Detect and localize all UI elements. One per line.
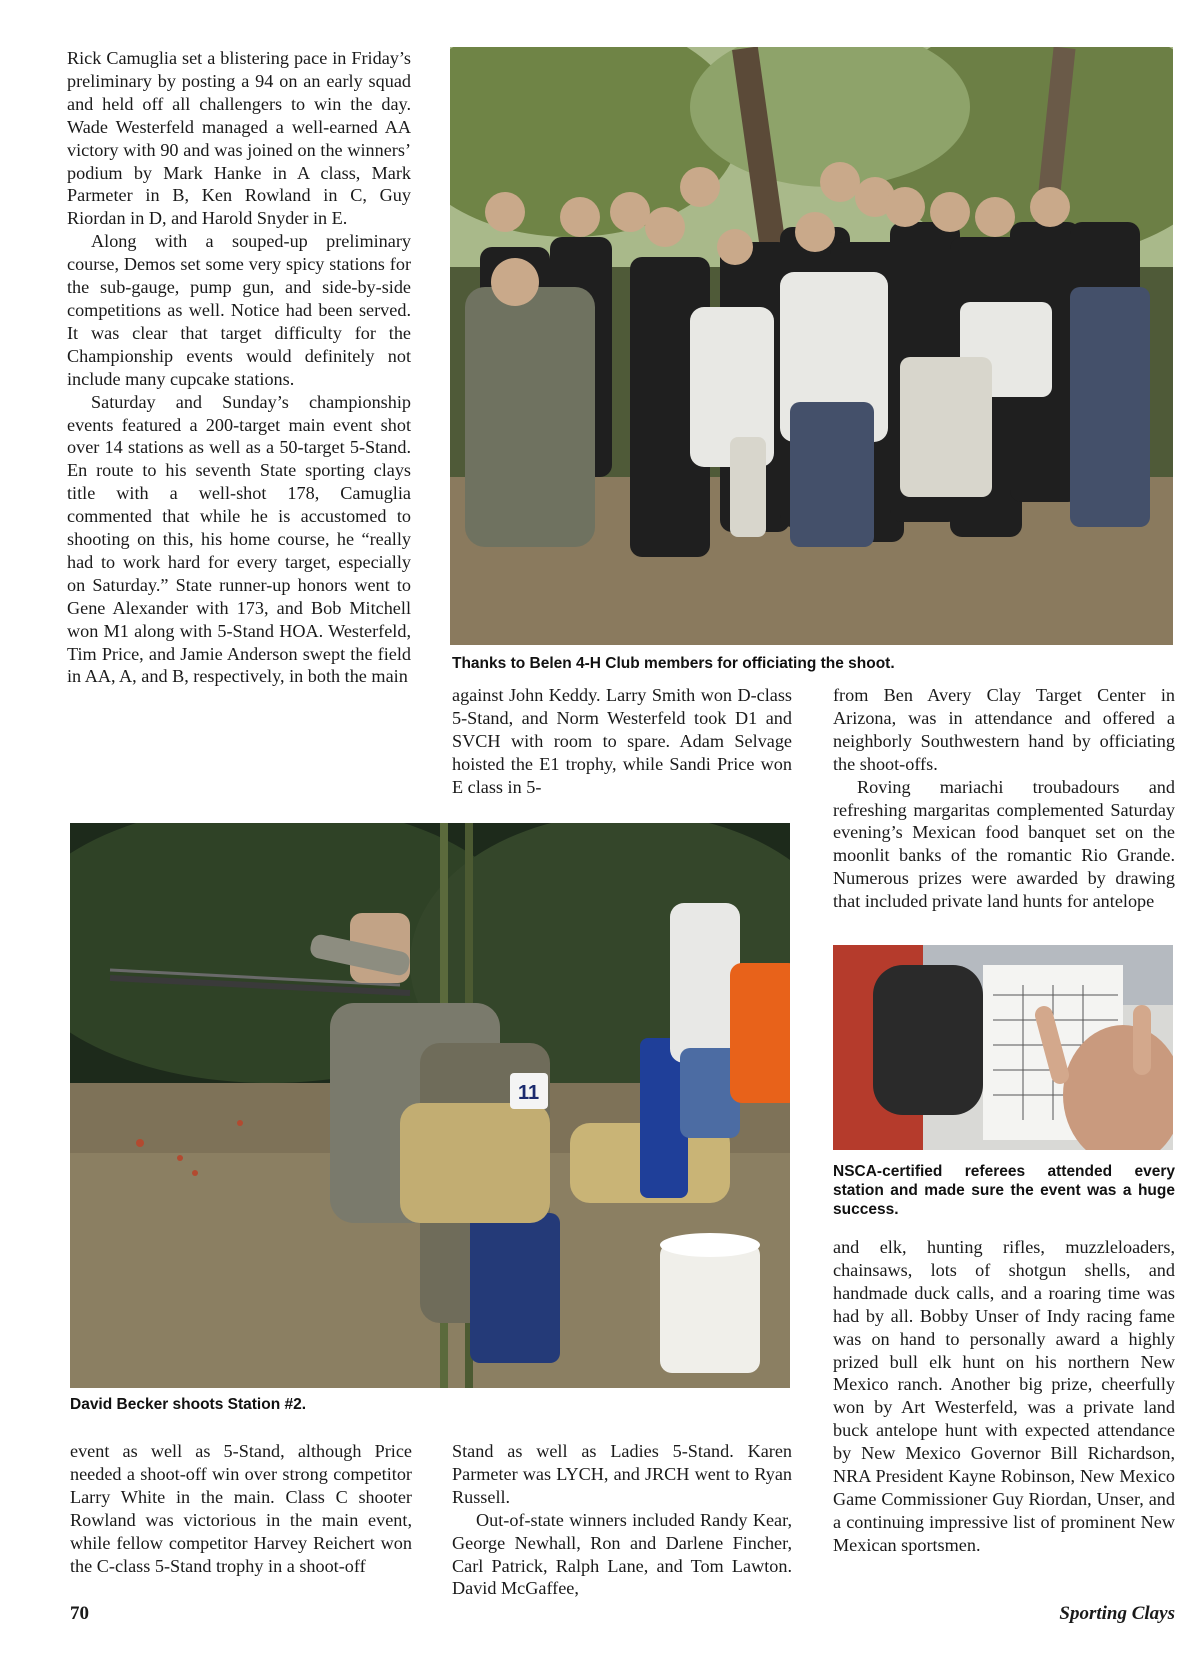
group-photo xyxy=(450,47,1173,645)
article-column-2-top xyxy=(452,684,792,799)
article-column-2-bottom xyxy=(452,1440,792,1600)
article-column-1-bottom xyxy=(70,1440,412,1577)
referee-photo-caption: NSCA-certified referees attended every station and made sure the event was a huge success. xyxy=(833,1163,1175,1218)
article-column-3-top xyxy=(833,684,1175,913)
referee-photo xyxy=(833,945,1173,1150)
paragraph: from Ben Avery Clay Target Center in Arizona, was in attendance and offered a neighborly Southwestern hand by officiating the shoot-offs. xyxy=(833,685,1175,774)
paragraph: Rick Camuglia set a blistering pace in Friday’s preliminary by posting a 94 on an early squad and held off all challengers to win the day. Wade Westerfeld managed a well-earned AA victory with 90 and was joined on the winners’ podium by Mark Hanke in A class, Mark Parmeter in B, Ken Rowland in C, Guy Riordan in D, and Harold Snyder in E. xyxy=(67,48,411,229)
article-column-1-top xyxy=(67,47,411,688)
vest-number: 11 xyxy=(518,1082,540,1104)
paragraph: against John Keddy. Larry Smith won D-class 5-Stand, and Norm Westerfeld took D1 and SVCH with room to spare. Adam Selvage hoisted the E1 trophy, while Sandi Price won E class in 5- xyxy=(452,685,792,797)
page-number: 70 xyxy=(70,1603,89,1624)
group-photo-caption: Thanks to Belen 4-H Club members for officiating the shoot. xyxy=(452,655,895,672)
paragraph: Out-of-state winners included Randy Kear, George Newhall, Ron and Darlene Fincher, Carl Patrick, Ralph Lane, and Tom Lawton. David McGaffee, xyxy=(452,1509,792,1599)
paragraph: Stand as well as Ladies 5-Stand. Karen Parmeter was LYCH, and JRCH went to Ryan Russell. xyxy=(452,1441,792,1507)
paragraph: event as well as 5-Stand, although Price needed a shoot-off win over strong competitor Larry White in the main. Class C shooter Rowland was victorious in the main event, while fellow competitor Harvey Reichert won the C-class 5-Stand trophy in a shoot-off xyxy=(70,1441,412,1576)
paragraph: Saturday and Sunday’s championship events featured a 200-target main event shot over 14 stations as well as a 50-target 5-Stand. En route to his seventh State sporting clays title with a well-shot 178, Camuglia commented that while he is accustomed to shooting on this, his home course, he “really had to work hard for every target, especially on Saturday.” State runner-up honors went to Gene Alexander with 173, and Bob Mitchell won M1 along with 5-Stand HOA. Westerfeld, Tim Price, and Jamie Anderson swept the field in AA, A, and B, respectively, in both the main xyxy=(67,391,411,687)
magazine-title: Sporting Clays xyxy=(1059,1603,1175,1624)
shooter-photo-caption: David Becker shoots Station #2. xyxy=(70,1396,307,1413)
paragraph: Roving mariachi troubadours and refreshing margaritas complemented Saturday evening’s Mexican food banquet set on the moonlit banks of the romantic Rio Grande. Numerous prizes were awarded by drawing that included private land hunts for antelope xyxy=(833,776,1175,912)
paragraph: Along with a souped-up preliminary course, Demos set some very spicy stations for the sub-gauge, pump gun, and side-by-side competitions as well. Notice had been served. It was clear that target difficulty for the Championship events would definitely not include many cupcake stations. xyxy=(67,231,411,389)
article-column-3-bottom xyxy=(833,1236,1175,1557)
paragraph: and elk, hunting rifles, muzzleloaders, chainsaws, lots of shotgun shells, and handmade duck calls, and a roaring time was had by all. Bobby Unser of Indy racing fame was on hand to personally award a highly prized bull elk hunt on his northern New Mexico ranch. Another big prize, cheerfully won by Art Westerfeld, was a private land buck antelope hunt with expected attendance by New Mexico Governor Bill Richardson, NRA President Kayne Robinson, New Mexico Game Commissioner Guy Riordan, Unser, and a continuing impressive list of prominent New Mexican sportsmen. xyxy=(833,1237,1175,1555)
shooter-photo xyxy=(70,823,790,1388)
